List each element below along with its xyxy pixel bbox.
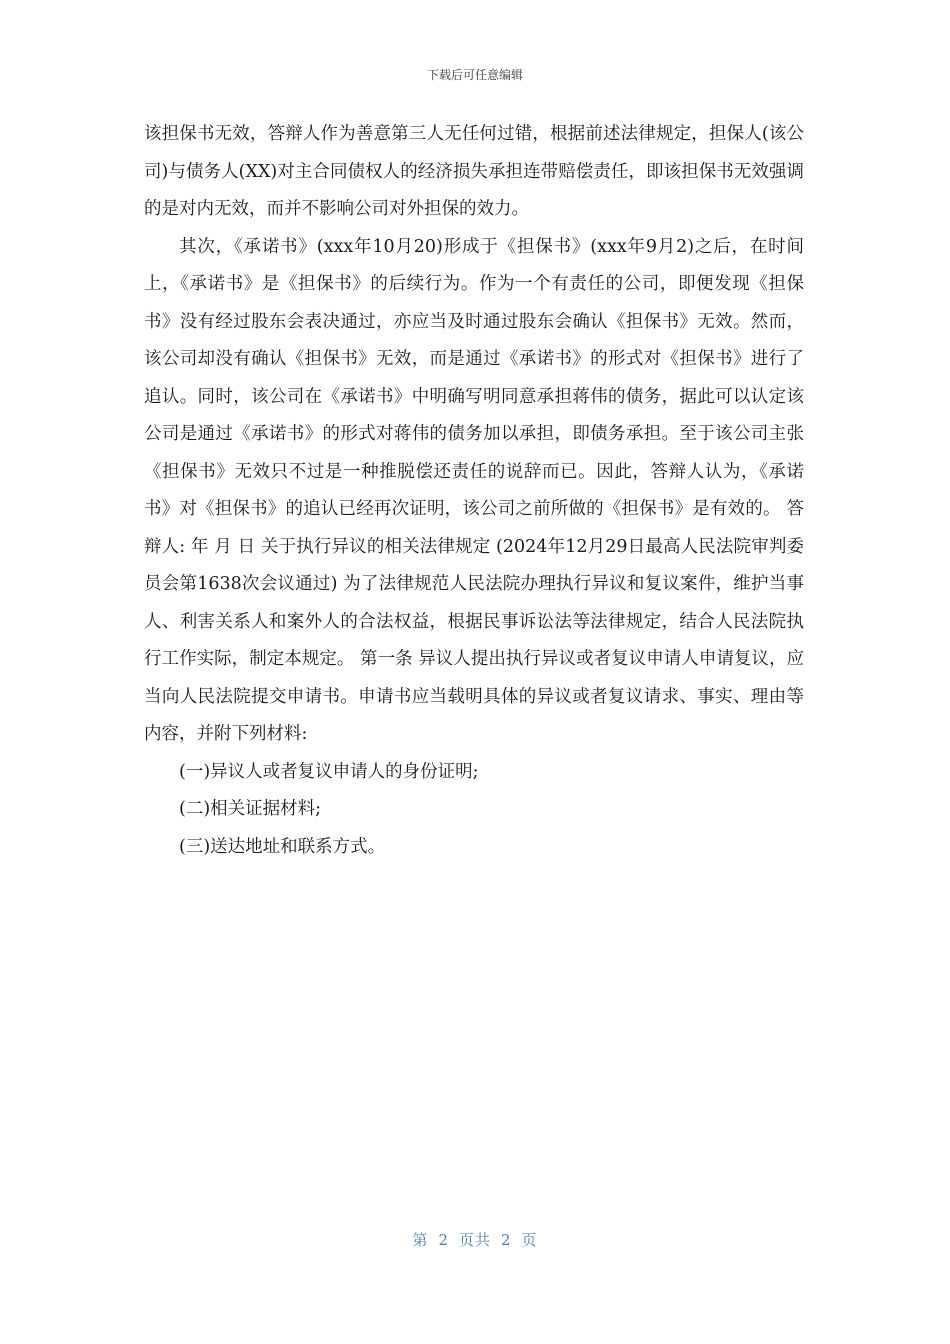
footer-middle: 页共 [458, 1231, 491, 1249]
list-item-address: (三)送达地址和联系方式。 [179, 836, 386, 857]
paragraph-continuation: 该担保书无效，答辩人作为善意第三人无任何过错，根据前述法律规定，担保人(该公司)与债务人(XX)对主合同债权人的经济损失承担连带赔偿责任，即该担保书无效强调的是对内无效，而并不影响公司对外担保的效力。 [144, 124, 804, 219]
list-item-identity-proof: (一)异议人或者复议申请人的身份证明; [179, 761, 479, 782]
paragraph-main: 其次，《承诺书》(xxx年10月20)形成于《担保书》(xxx年9月2)之后，在时间上，《承诺书》是《担保书》的后续行为。作为一个有责任的公司，即便发现《担保书》没有经过股东会表决通过，亦应当及时通过股东会确认《担保书》无效。然而，该公司却没有确认《担保书》无效，而是通过《承诺书》的形式对《担保书》进行了追认。同时，该公司在《承诺书》中明确写明同意承担蒋伟的债务，据此可以认定该公司是通过《承诺书》的形式对蒋伟的债务加以承担，即债务承担。至于该公司主张《担保书》无效只不过是一种推脱偿还责任的说辞而已。因此，答辩人认为，《承诺书》对《担保书》的追认已经再次证明，该公司之前所做的《担保书》是有效的。 答辩人: 年 月 日 关于执行异议的相关法律规定 (2024年12月29日最高人民法院审判委员会第1638次会议通过) 为了法律规范人民法院办理执行异议和复议案件，维护当事人、利害关系人和案外人的合法权益，根据民事诉讼法等法律规定，结合人民法院执行工作实际，制定本规定。 第一条 异议人提出执行异议或者复议申请人申请复议，应当向人民法院提交申请书。申请书应当载明具体的异议或者复议请求、事实、理由等内容，并附下列材料: [144, 236, 804, 744]
page-number: 2 [438, 1231, 449, 1249]
page-footer [0, 1229, 950, 1250]
list-item-evidence: (二)相关证据材料; [179, 799, 322, 819]
total-pages: 2 [501, 1231, 512, 1249]
footer-prefix: 第 [412, 1231, 429, 1249]
document-body [144, 116, 804, 866]
footer-suffix: 页 [521, 1231, 538, 1249]
page-header: 下载后可任意编辑 [426, 68, 523, 82]
